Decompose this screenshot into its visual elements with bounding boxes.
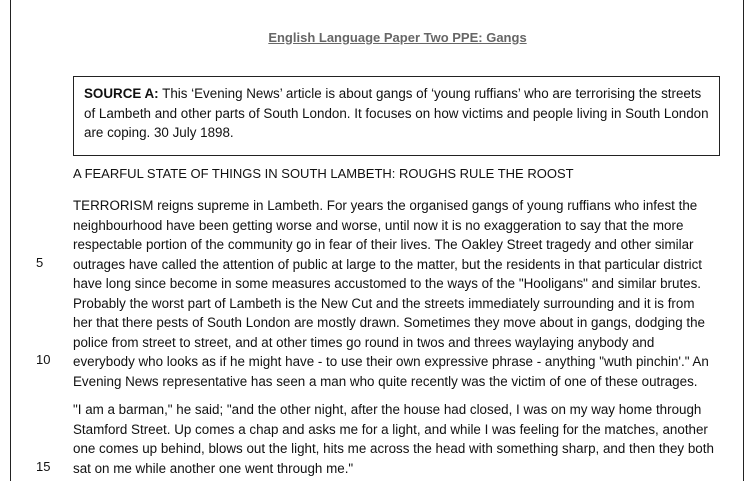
source-box bbox=[73, 76, 720, 156]
text-line: outrages have called the attention of public at large to the matter, but the residents in that particular district bbox=[73, 256, 702, 272]
article-headline: A FEARFUL STATE OF THINGS IN SOUTH LAMBETH: ROUGHS RULE THE ROOST bbox=[73, 166, 574, 181]
text-line: respectable portion of the community go in fear of their lives. The Oakley Street tragedy and other similar bbox=[73, 237, 694, 252]
line-number-10: 10 bbox=[36, 352, 51, 367]
text-line: Probably the worst part of Lambeth is the New Cut and the streets immediately surrounding and it is from bbox=[73, 295, 695, 311]
text-line: police from street to street, and at other times go round in twos and threes waylaying anybody and bbox=[73, 334, 655, 350]
text-line: Stamford Street. Up comes a chap and asks me for a light, and while I was feeling for the matches, another bbox=[73, 421, 708, 437]
page-border-left bbox=[10, 0, 11, 481]
text-line: neighbourhood have been getting worse and worse, until now it is no exaggeration to say that the more bbox=[73, 217, 684, 233]
text-line: "I am a barman," he said; "and the other night, after the house had closed, I was on my way home through bbox=[73, 402, 702, 417]
line-number-15: 15 bbox=[36, 459, 51, 474]
article-paragraph-2 bbox=[73, 400, 753, 478]
article-paragraph-1 bbox=[73, 196, 753, 391]
text-line: have long since become in some measures accustomed to the ways of the "Hooligans" and similar brutes. bbox=[73, 276, 702, 291]
text-line: her that there pests of South London are mostly drawn. Sometimes they move about in gangs, dodging the bbox=[73, 315, 705, 330]
line-number-5: 5 bbox=[36, 255, 44, 270]
source-line-2: of Lambeth and other parts of South London. It focuses on how victims and people living in South London bbox=[84, 105, 709, 121]
source-label: SOURCE A: bbox=[84, 86, 159, 101]
text-line: TERRORISM reigns supreme in Lambeth. For years the organised gangs of young ruffians who infest the bbox=[73, 198, 698, 213]
source-line-3: are coping. 30 July 1898. bbox=[84, 125, 234, 140]
source-text: This ‘Evening News’ article is about gangs of ‘young ruffians’ who are terrorising the streets bbox=[158, 86, 702, 101]
text-line: everybody who looks as if he might have - to use their own expressive phrase - anything "wuth pinchin'." An bbox=[73, 354, 709, 369]
source-line-1 bbox=[84, 84, 709, 104]
text-line: one comes up behind, blows out the light, hits me across the head with something sharp, and then they both bbox=[73, 441, 714, 456]
page-title: English Language Paper Two PPE: Gangs bbox=[268, 30, 527, 45]
text-line: sat on me while another one went through me." bbox=[73, 460, 354, 476]
text-line: Evening News representative has seen a man who quite recently was the victim of one of these outrages. bbox=[73, 373, 698, 389]
